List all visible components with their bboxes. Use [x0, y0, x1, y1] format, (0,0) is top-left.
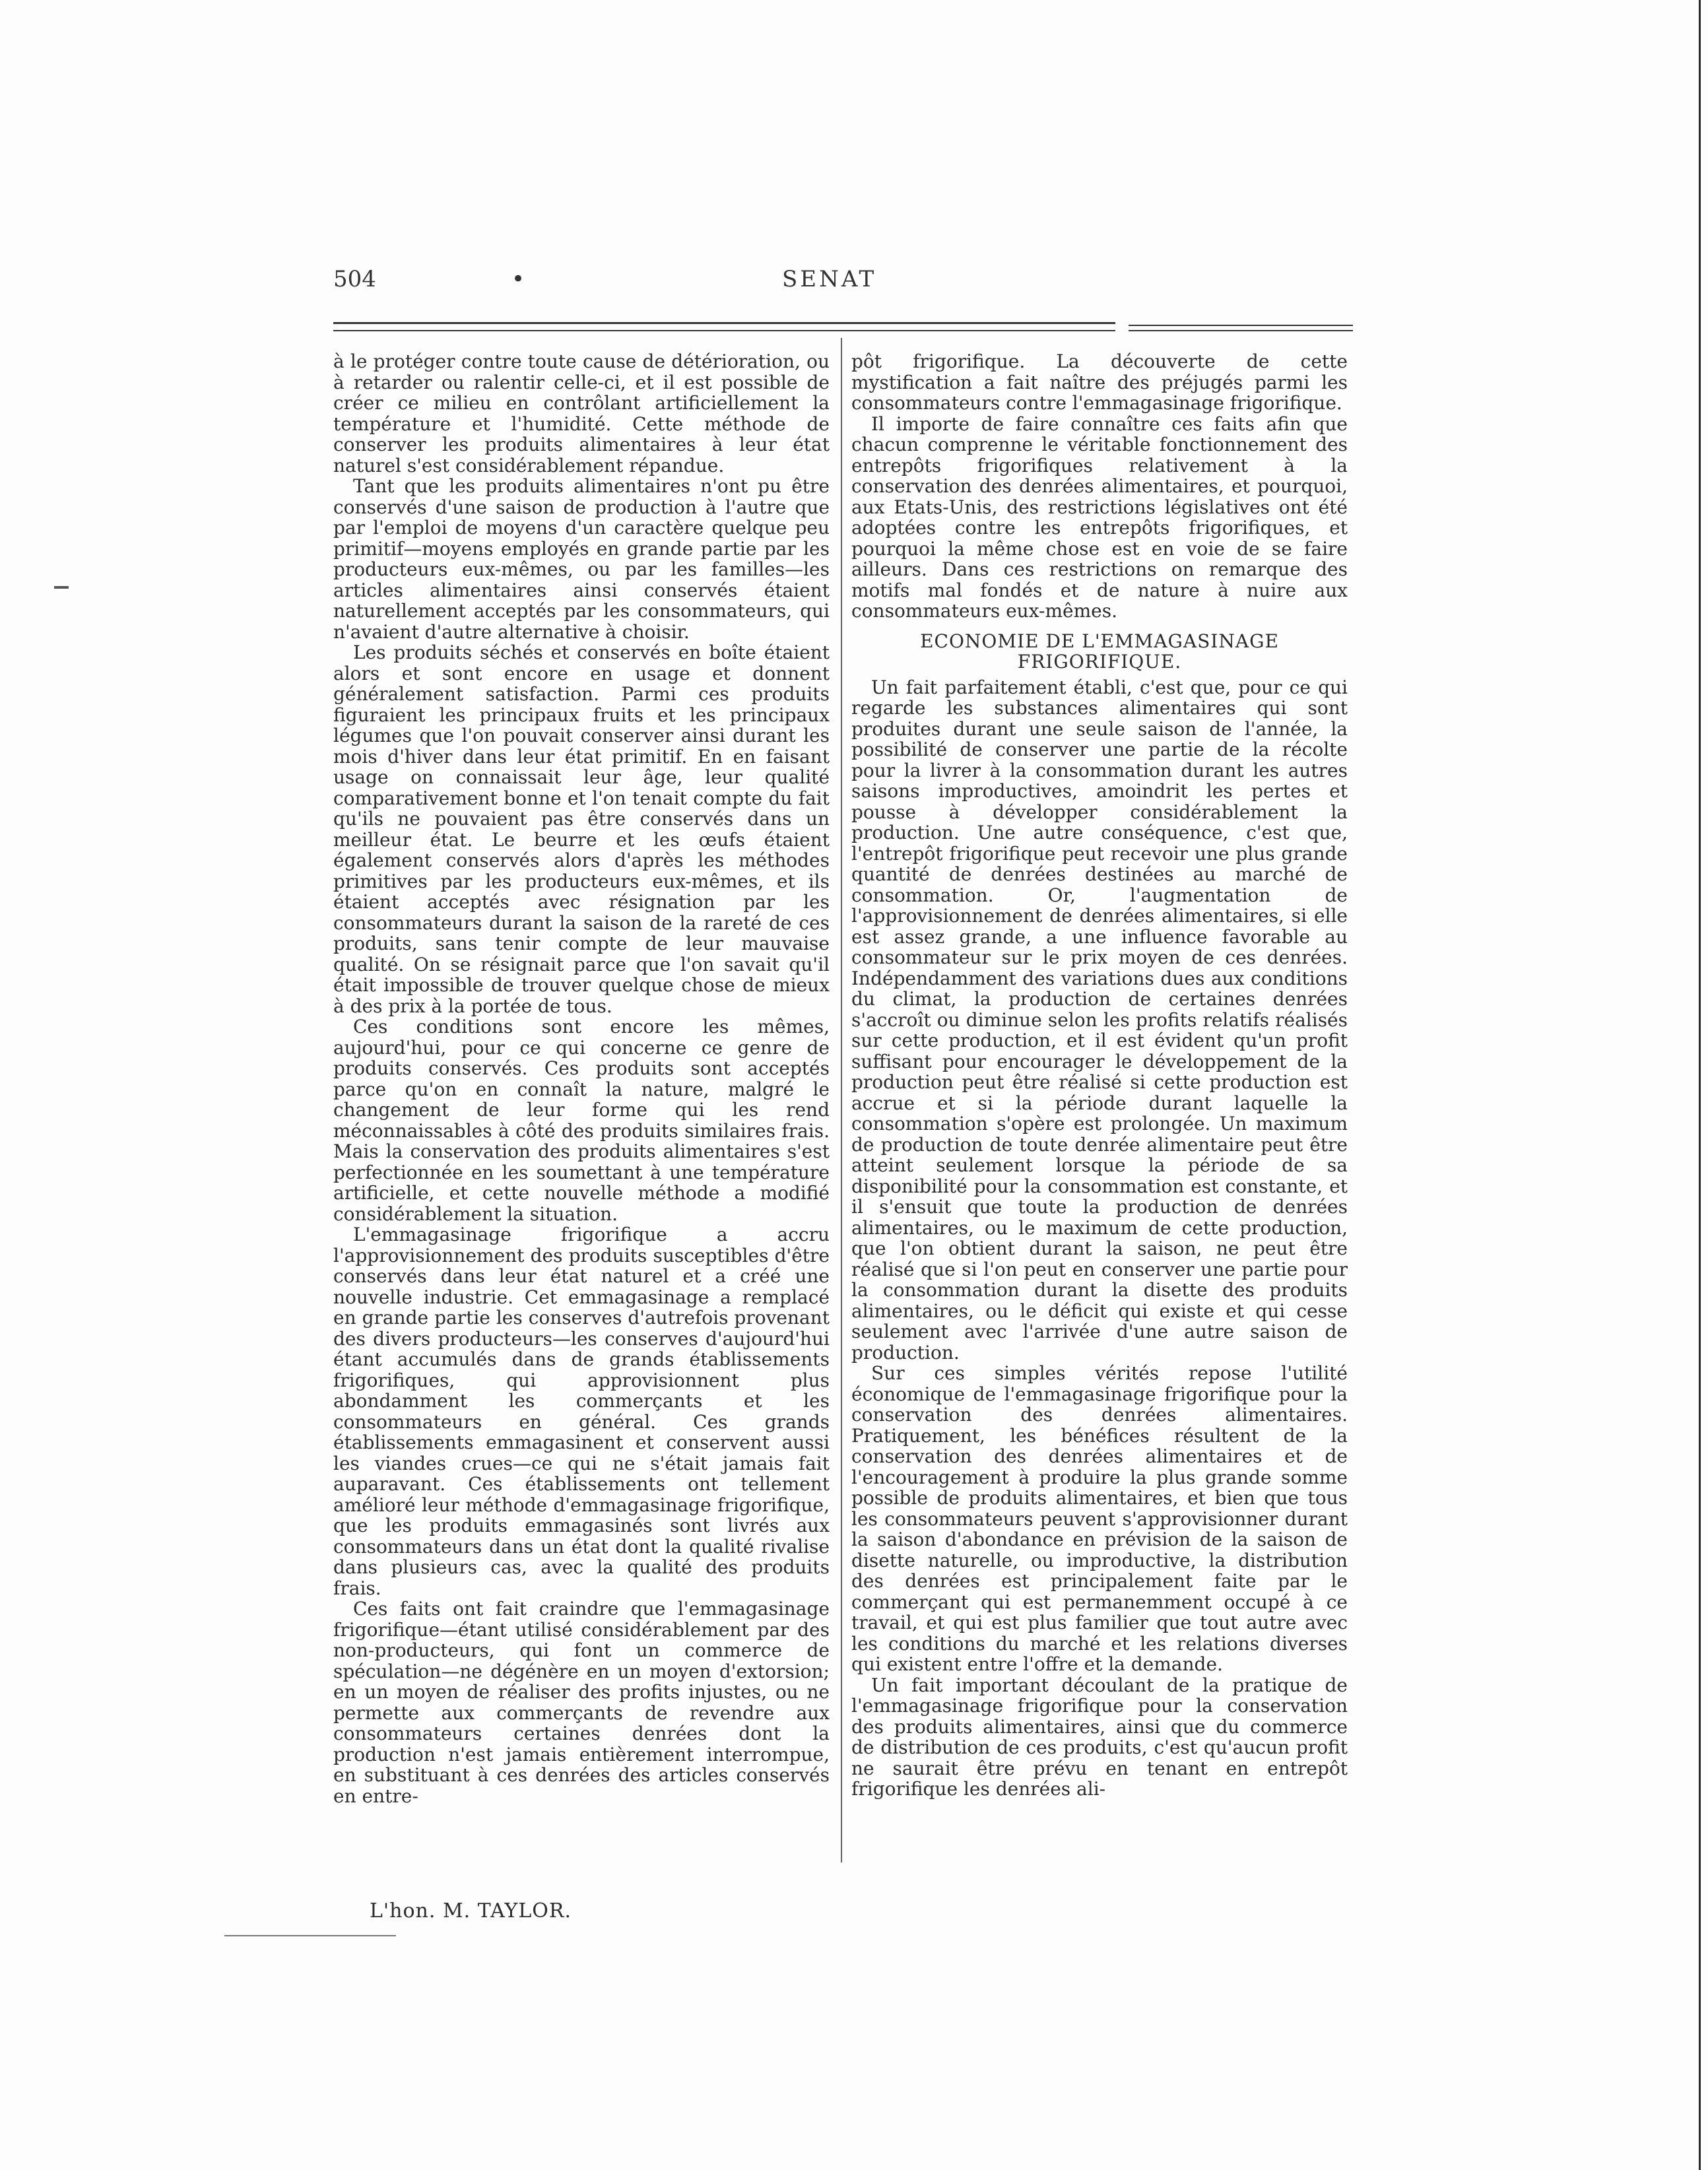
paragraph: Sur ces simples vérités repose l'utilité économique de l'emmagasinage frigorifique pour la conservation des denrées alimentaires. Pratiquement, les bénéfices résultent de la conservation des denrées alimentaires et de l'encouragement à produire la plus grande somme possible de produits alimentaires, et bien que tous les consommateurs peuvent s'approvisionner durant la saison d'abondance en prévision de la saison de disette naturelle, ou improductive, la distribution des denrées est principalement faite par le commerçant qui est permanemment occupé à ce travail, et qui est plus familier que tout autre avec les conditions du marché et les relations diverses qui existent entre l'offre et la demande. — [851, 1362, 1348, 1675]
header-rule — [1129, 330, 1353, 331]
header-rule — [333, 322, 1115, 324]
paragraph: L'emmagasinage frigorifique a accru l'approvisionnement des produits susceptibles d'être conservés dans leur état naturel et a créé une nouvelle industrie. Cet emmagasinage a remplacé en grande partie les conserves d'autrefois provenant des divers producteurs—les conserves d'aujourd'hui étant accumulés dans de grands établissements frigorifiques, qui approvisionnent plus abondamment les commerçants et les consommateurs en général. Ces grands établissements emmagasinent et conservent aussi les viandes crues—ce qui ne s'était jamais fait auparavant. Ces établissements ont tellement amélioré leur méthode d'emmagasinage frigorifique, que les produits emmagasinés sont livrés aux consommateurs dans un état dont la qualité rivalise dans plusieurs cas, avec la qualité des produits frais. — [333, 1224, 830, 1599]
left-column — [333, 351, 830, 1806]
paragraph: pôt frigorifique. La découverte de cette mystification a fait naître des préjugés parmi les consommateurs contre l'emmagasinage frigorifique. — [851, 350, 1348, 414]
page-edge-line — [1699, 0, 1701, 2170]
paragraph: Les produits séchés et conservés en boîte étaient alors et sont encore en usage et donnent généralement satisfaction. Parmi ces produits figuraient les principaux fruits et les principaux légumes que l'on pouvait conserver ainsi durant les mois d'hiver dans leur état primitif. En en faisant usage on connaissait leur âge, leur qualité comparativement bonne et l'on tenait compte du fait qu'ils ne pouvaient pas être conservés dans un meilleur état. Le beurre et les œufs étaient également conservés alors d'après les méthodes primitives par les producteurs eux-mêmes, et ils étaient acceptés avec résignation par les consommateurs durant la saison de la rareté de ces produits, sans tenir compte de leur mauvaise qualité. On se résignait parce que l'on savait qu'il était impossible de trouver quelque chose de mieux à des prix à la portée de tous. — [333, 641, 830, 1017]
running-title: SENAT — [782, 266, 877, 292]
paragraph: Un fait important découlant de la pratique de l'emmagasinage frigorifique pour la conservation des produits alimentaires, ainsi que du commerce de distribution de ces produits, c'est qu'aucun profit ne saurait être prévu en tenant en entrepôt frigorifique les denrées ali- — [851, 1674, 1348, 1800]
margin-mark — [54, 586, 69, 589]
header-dot: • — [511, 266, 525, 292]
paragraph: Il importe de faire connaître ces faits afin que chacun comprenne le véritable fonctionnement des entrepôts frigorifiques relativement à la conservation des denrées alimentaires, et pourquoi, aux Etats-Unis, des restrictions législatives ont été adoptées contre les entrepôts frigorifiques, et pourquoi la même chose est en voie de se faire ailleurs. Dans ces restrictions on remarque des motifs mal fondés et de nature à nuire aux consommateurs eux-mêmes. — [851, 412, 1348, 622]
section-heading: ECONOMIE DE L'EMMAGASINAGE FRIGORIFIQUE. — [920, 630, 1279, 673]
right-column — [851, 351, 1348, 1800]
column-divider — [841, 338, 842, 1862]
header-rule — [1129, 325, 1353, 326]
page-number: 504 — [333, 266, 376, 292]
header-rule — [333, 330, 1115, 331]
paragraph: Un fait parfaitement établi, c'est que, pour ce qui regarde les substances alimentaires qui sont produites durant une seule saison de l'année, la possibilité de conserver une partie de la récolte pour la livrer à la consommation durant les autres saisons improductives, amoindrit les pertes et pousse à développer considérablement la production. Une autre conséquence, c'est que, l'entrepôt frigorifique peut recevoir une plus grande quantité de denrées destinées au marché de consommation. Or, l'augmentation de l'approvisionnement de denrées alimentaires, si elle est assez grande, a une influence favorable au consommateur sur le prix moyen de ces denrées. Indépendamment des variations dues aux conditions du climat, la production de certaines denrées s'accroît ou diminue selon les profits relatifs réalisés sur cette production, et il est évident qu'un profit suffisant pour encourager le développement de la production peut être réalisé si cette production est accrue et si la période durant laquelle la consommation s'opère est prolongée. Un maximum de production de toute denrée alimentaire peut être atteint seulement lorsque la période de sa disponibilité pour la consommation est constante, et il s'ensuit que toute la production de denrées alimentaires, ou le maximum de cette production, que l'on obtient durant la saison, ne peut être réalisé que si l'on peut en conserver une partie pour la consommation durant la disette des produits alimentaires, ou le déficit qui existe et qui cesse seulement avec l'arrivée d'une autre saison de production. — [851, 676, 1348, 1364]
paragraph: Ces conditions sont encore les mêmes, aujourd'hui, pour ce qui concerne ce genre de produits conservés. Ces produits sont acceptés parce qu'on en connaît la nature, malgré le changement de leur forme qui les rend méconnaissables à côté des produits similaires frais. Mais la conservation des produits alimentaires s'est perfectionnée en les soumettant à une température artificielle, et cette nouvelle méthode a modifié considérablement la situation. — [333, 1016, 830, 1225]
speaker-signature: L'hon. M. TAYLOR. — [370, 1899, 572, 1923]
page-header — [333, 266, 1369, 306]
paragraph: à le protéger contre toute cause de détérioration, ou à retarder ou ralentir celle-ci, et il est possible de créer ce milieu en contrôlant artificiellement la température et l'humidité. Cette méthode de conserver les produits alimentaires à leur état naturel s'est considérablement répandue. — [333, 350, 830, 477]
paragraph: Ces faits ont fait craindre que l'emmagasinage frigorifique—étant utilisé considérablement par des non-producteurs, qui font un commerce de spéculation—ne dégénère en un moyen d'extorsion; en un moyen de réaliser des profits injustes, ou ne permette aux commerçants de revendre aux consommateurs certaines denrées dont la production n'est jamais entièrement interrompue, en substituant à ces denrées des articles conservés en entre- — [333, 1598, 830, 1807]
paragraph: Tant que les produits alimentaires n'ont pu être conservés d'une saison de production à l'autre que par l'emploi de moyens d'un caractère quelque peu primitif—moyens employés en grande partie par les producteurs eux-mêmes, ou par les familles—les articles alimentaires ainsi conservés étaient naturellement acceptés par les consommateurs, qui n'avaient d'autre alternative à choisir. — [333, 475, 830, 643]
footer-rule — [224, 1935, 396, 1936]
